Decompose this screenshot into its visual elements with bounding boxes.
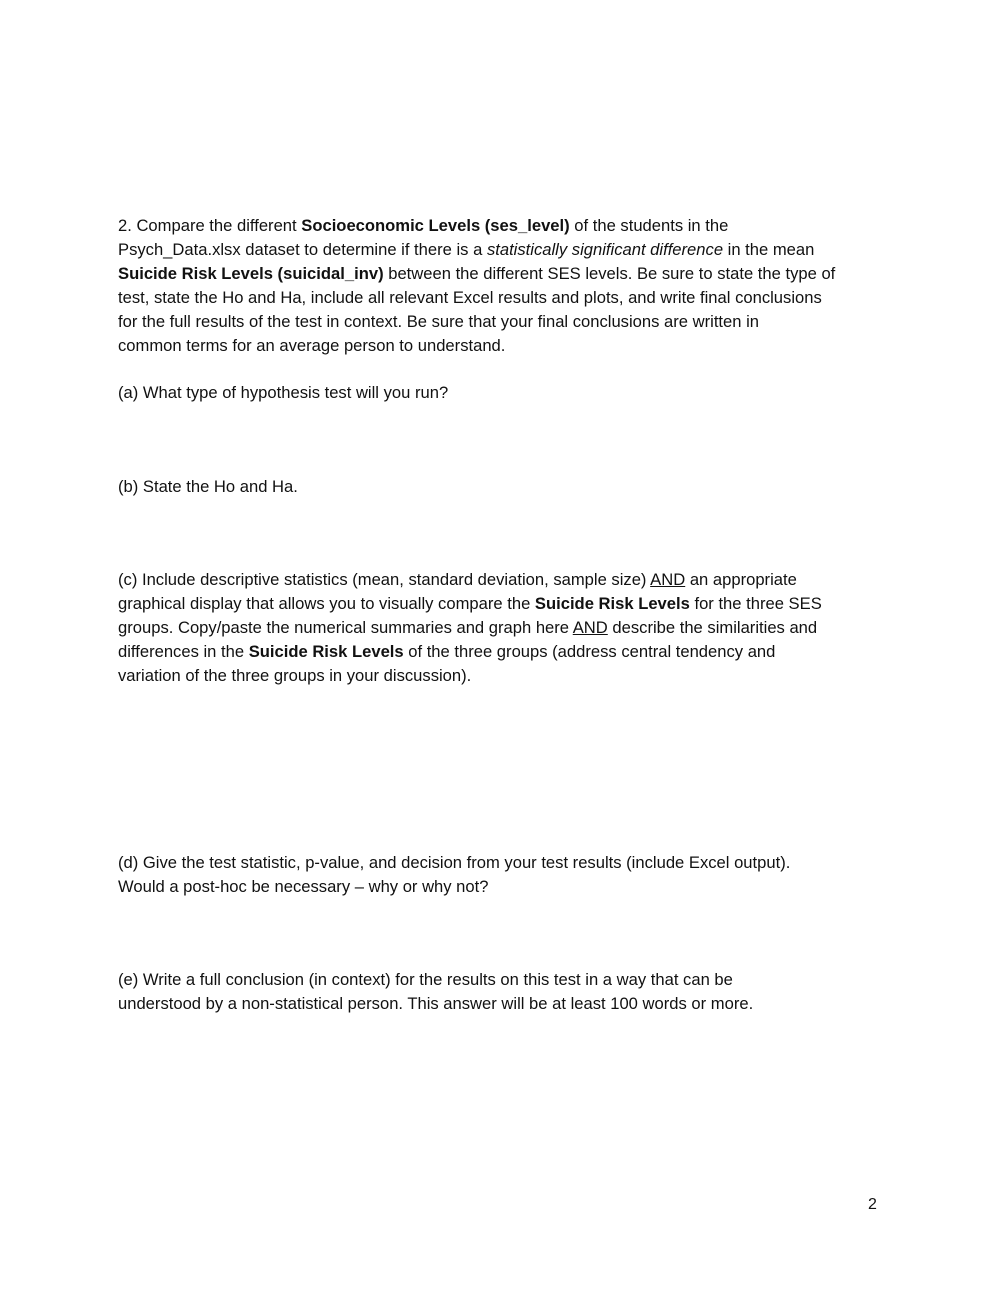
variable-ses-level: Socioeconomic Levels (ses_level) bbox=[301, 216, 570, 235]
bold-suicide-risk-levels: Suicide Risk Levels bbox=[248, 642, 404, 661]
prompt-line: common terms for an average person to understand. bbox=[118, 336, 506, 355]
variable-suicidal-inv: Suicide Risk Levels (suicidal_inv) bbox=[118, 264, 384, 283]
question-2-prompt bbox=[118, 214, 888, 358]
prompt-line: test, state the Ho and Ha, include all relevant Excel results and plots, and write final conclusions bbox=[118, 288, 822, 307]
question-b-text: (b) State the Ho and Ha. bbox=[118, 477, 298, 496]
question-e bbox=[118, 968, 888, 1016]
prompt-line: Suicide Risk Levels (suicidal_inv) between the different SES levels. Be sure to state the type of bbox=[118, 264, 836, 283]
underlined-and: AND bbox=[650, 570, 686, 589]
emphasis-significant-difference: statistically significant difference bbox=[486, 240, 724, 259]
page-number: 2 bbox=[868, 1196, 877, 1213]
underlined-and: AND bbox=[572, 618, 608, 637]
question-c-line: (c) Include descriptive statistics (mean, standard deviation, sample size) AND an appropriate bbox=[118, 570, 797, 589]
prompt-line: Psych_Data.xlsx dataset to determine if there is a statistically significant difference in the mean bbox=[118, 240, 815, 259]
question-a bbox=[118, 381, 888, 405]
prompt-line: 2. Compare the different Socioeconomic Levels (ses_level) of the students in the bbox=[118, 216, 729, 235]
question-c-line: differences in the Suicide Risk Levels of the three groups (address central tendency and bbox=[118, 642, 776, 661]
question-d-line: (d) Give the test statistic, p-value, and decision from your test results (include Excel output). bbox=[118, 853, 791, 872]
question-e-line: (e) Write a full conclusion (in context) for the results on this test in a way that can be bbox=[118, 970, 733, 989]
question-a-text: (a) What type of hypothesis test will you run? bbox=[118, 383, 449, 402]
question-c-line: variation of the three groups in your discussion). bbox=[118, 666, 472, 685]
question-e-line: understood by a non-statistical person. This answer will be at least 100 words or more. bbox=[118, 994, 754, 1013]
question-c bbox=[118, 568, 888, 688]
question-d bbox=[118, 851, 888, 899]
prompt-line: for the full results of the test in context. Be sure that your final conclusions are written in bbox=[118, 312, 760, 331]
bold-suicide-risk-levels: Suicide Risk Levels bbox=[534, 594, 690, 613]
question-b bbox=[118, 475, 888, 499]
question-d-line: Would a post-hoc be necessary – why or why not? bbox=[118, 877, 489, 896]
question-c-line: graphical display that allows you to visually compare the Suicide Risk Levels for the three SES bbox=[118, 594, 822, 613]
question-c-line: groups. Copy/paste the numerical summaries and graph here AND describe the similarities and bbox=[118, 618, 818, 637]
